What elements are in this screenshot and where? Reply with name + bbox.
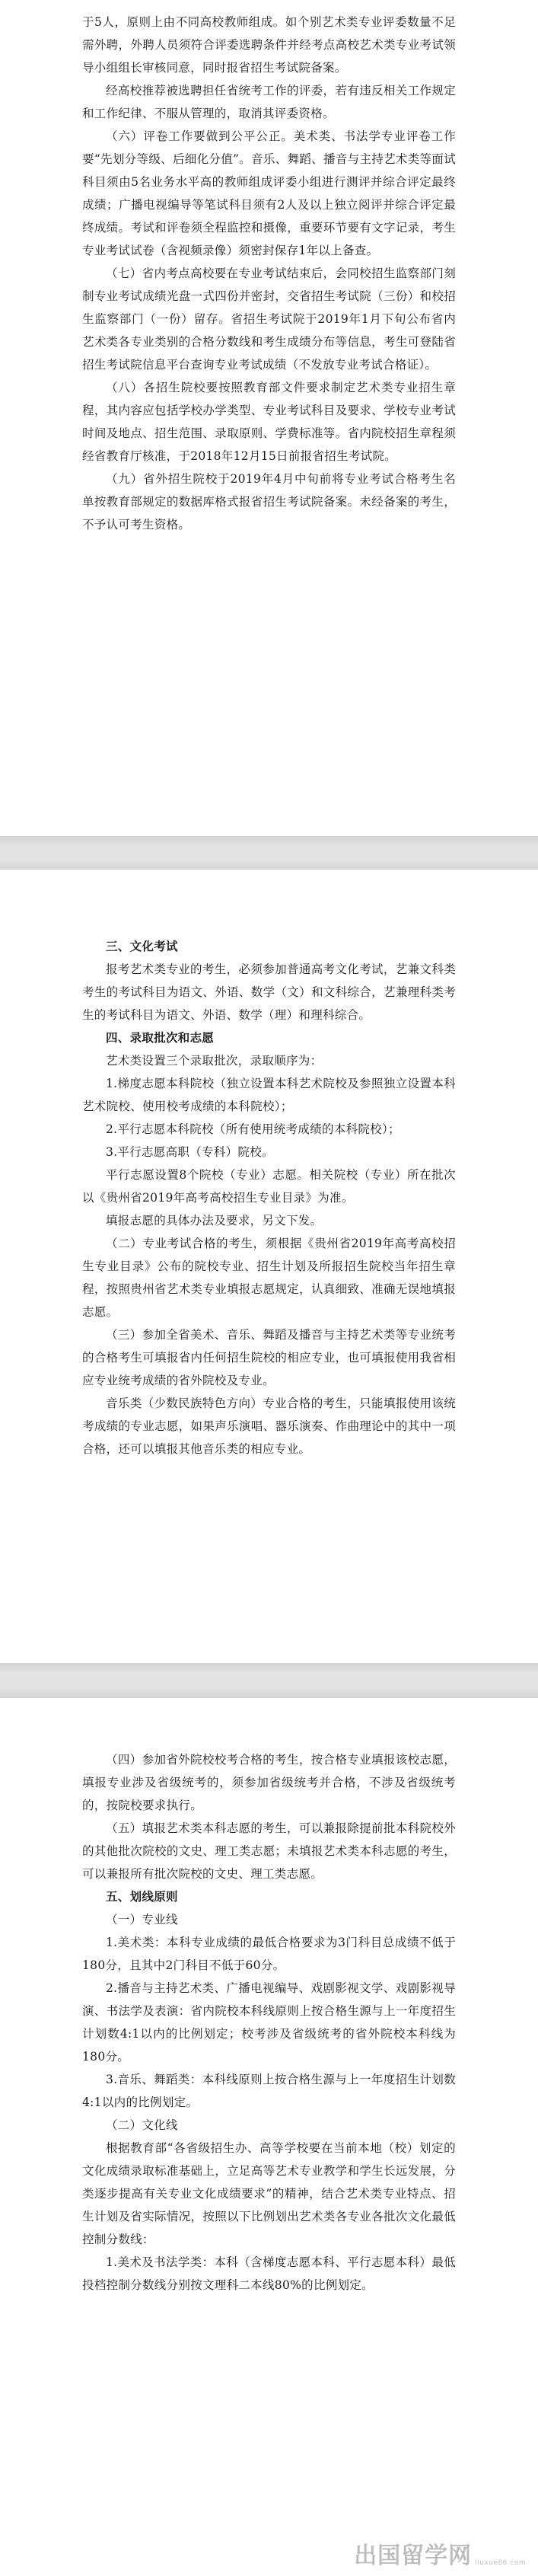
paragraph: 报考艺术类专业的考生，必须参加普通高考文化考试，艺兼文科类考生的考试科目为语文、外语、数学（文）和文科综合，艺兼理科类考生的考试科目为语文、外语、数学（理）和理科综合。 bbox=[82, 962, 456, 1022]
paragraph: 2.平行志愿本科院校（所有使用统考成绩的本科院校）； bbox=[106, 1122, 400, 1136]
paragraph: （二）专业考试合格的考生，须根据《贵州省2019年高考高校招生专业目录》公布的院校专业、招生计划及所报招生院校当年招生章程，按照贵州省艺术类专业填报志愿规定，认真细致、准确无误地填报志愿。 bbox=[82, 1237, 456, 1319]
watermark-url: liuxue86.com bbox=[475, 2559, 526, 2567]
paragraph: 3.平行志愿高职（专科）院校。 bbox=[106, 1145, 274, 1159]
paragraph: 填报志愿的具体办法及要求，另文下发。 bbox=[106, 1214, 323, 1227]
document-page-3 bbox=[0, 1698, 538, 2576]
document-page-2 bbox=[0, 870, 538, 1663]
section-heading: 五、划线原则 bbox=[106, 1890, 178, 1904]
paragraph: （六）评卷工作要做到公平公正。美术类、书法学专业评卷工作要“先划分等级、后细化分值”。音乐、舞蹈、播音与主持艺术类等面试科目须由5名业务水平高的教师组成评委小组进行测评并综合评定最终成绩；广播电视编导等笔试科目须有2人及以上独立阅评并综合评定最终成绩。考试和评卷须全程监控和摄像，重要环节要有文字记录，考生专业考试试卷（含视频录像）须密封保存1年以上备查。 bbox=[82, 129, 456, 257]
watermark-text: 出国留学网 bbox=[354, 2542, 473, 2569]
section-heading: 三、文化考试 bbox=[106, 940, 178, 953]
paragraph: 2.播音与主持艺术类、广播电视编导、戏剧影视文学、戏剧影视导演、书法学及表演：省内院校本科线原则上按合格生源与上一年度招生计划数4:1以内的比例划定；校考涉及省级统考的省外院校本科线为180分。 bbox=[82, 1981, 456, 2064]
site-watermark bbox=[354, 2536, 526, 2570]
paragraph: （四）参加省外院校校考合格的考生，按合格专业填报该校志愿，填报专业涉及省级统考的，须参加省级统考并合格，不涉及省级统考的，按院校要求执行。 bbox=[82, 1753, 456, 1812]
paragraph: （五）填报艺术类本科志愿的考生，可以兼报除提前批本科院校外的其他批次院校的文史、理工类志愿；未填报艺术类本科志愿的考生，可以兼报所有批次院校的文史、理工类志愿。 bbox=[82, 1821, 456, 1881]
page-separator bbox=[0, 836, 538, 870]
paragraph: 根据教育部“各省级招生办、高等学校要在当前本地（校）划定的文化成绩录取标准基础上，立足高等艺术专业教学和学生长远发展，分类逐步提高有关专业文化成绩要求”的精神，结合艺术类专业特点、招生计划及省实际情况，按照以下比例划出艺术类各专业各批次文化最低控制分数线： bbox=[82, 2141, 456, 2246]
document-page-1 bbox=[0, 0, 538, 836]
paragraph: 1.梯度志愿本科院校（独立设置本科艺术院校及参照独立设置本科艺术院校、使用校考成绩的本科院校）； bbox=[82, 1077, 456, 1113]
paragraph: 3.音乐、舞蹈类：本科线原则上按合格生源与上一年度招生计划数4:1以内的比例划定。 bbox=[82, 2073, 456, 2109]
paragraph: （七）省内考点高校要在专业考试结束后，会同校招生监察部门刻制专业考试成绩光盘一式四份并密封，交省招生考试院（三份）和校招生监察部门（一份）留存。省招生考试院于2019年1月下旬公布省内艺术类各专业类别的合格分数线和考生成绩分布等信息，考生可登陆省招生考试院信息平台查询专业考试成绩（不发放专业考试合格证）。 bbox=[82, 267, 456, 372]
paragraph: （一）专业线 bbox=[106, 1913, 178, 1926]
paragraph: 音乐类（少数民族特色方向）专业合格的考生，只能填报使用该统考成绩的专业志愿，如果声乐演唱、器乐演奏、作曲理论中的其中一项合格，还可以填报其他音乐类的相应专业。 bbox=[82, 1397, 456, 1456]
paragraph: （二）文化线 bbox=[106, 2118, 178, 2132]
paragraph: 艺术类设置三个录取批次，录取顺序为： bbox=[106, 1054, 323, 1068]
paragraph: 经高校推荐被选聘担任省统考工作的评委，若有违反相关工作规定和工作纪律、不服从管理的，取消其评委资格。 bbox=[82, 84, 456, 120]
paragraph: 于5人，原则上由不同高校教师组成。如个别艺术类专业评委数量不足需外聘，外聘人员须符合评委选聘条件并经考点高校艺术类专业考试领导小组组长审核同意，同时报省招生考试院备案。 bbox=[82, 15, 456, 75]
paragraph: 1.美术及书法学类：本科（含梯度志愿本科、平行志愿本科）最低投档控制分数线分别按文理科二本线80%的比例划定。 bbox=[82, 2255, 456, 2292]
page-separator bbox=[0, 1663, 538, 1698]
paragraph: 1.美术类：本科专业成绩的最低合格要求为3门科目总成绩不低于180分，且其中2门科目不低于60分。 bbox=[82, 1936, 456, 1972]
paragraph: （九）省外招生院校于2019年4月中旬前将专业考试合格考生名单按教育部规定的数据库格式报省招生考试院备案。未经备案的考生，不予认可考生资格。 bbox=[82, 472, 456, 531]
paragraph: 平行志愿设置8个院校（专业）志愿。相关院校（专业）所在批次以《贵州省2019年高考高校招生专业目录》为准。 bbox=[82, 1168, 456, 1205]
paragraph: （三）参加全省美术、音乐、舞蹈及播音与主持艺术类等专业统考的合格考生可填报省内任何招生院校的相应专业，也可填报使用我省相应专业统考成绩的省外院校及专业。 bbox=[82, 1328, 456, 1387]
paragraph: （八）各招生院校要按照教育部文件要求制定艺术类专业招生章程，其内容应包括学校办学类型、专业考试科目及要求、学校专业考试时间及地点、招生范围、录取原则、学费标准等。省内院校招生章程须经省教育厅核准，于2018年12月15日前报省招生考试院。 bbox=[82, 381, 456, 463]
section-heading: 四、录取批次和志愿 bbox=[106, 1031, 215, 1045]
